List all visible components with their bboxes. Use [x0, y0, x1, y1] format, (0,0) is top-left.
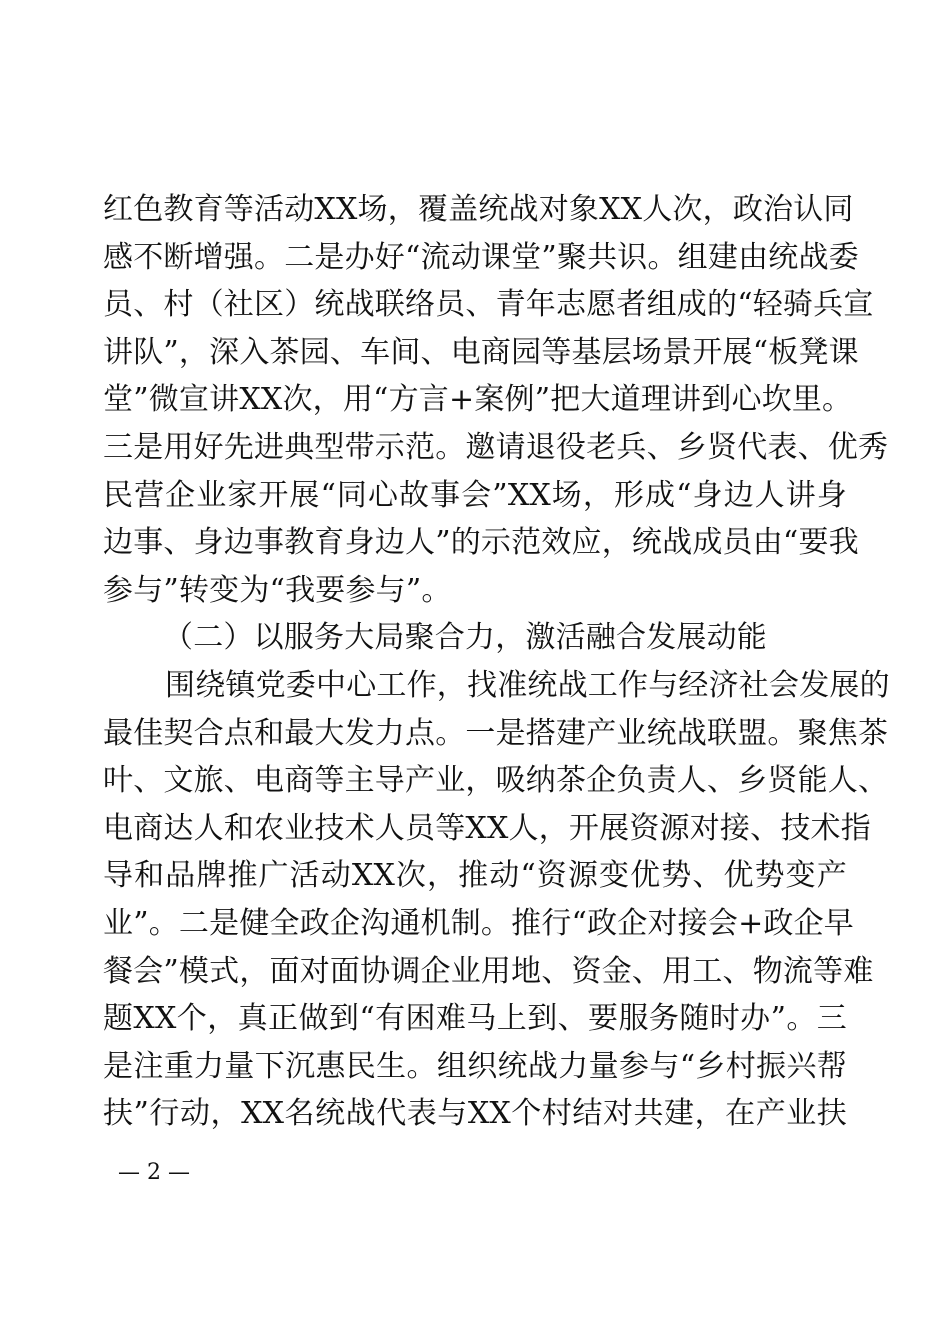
- document-body: [103, 186, 890, 1138]
- paragraph-line: 最佳契合点和最大发力点。一是搭建产业统战联盟。聚焦茶: [103, 715, 889, 751]
- paragraph-line: 讲队”，深入茶园、车间、电商园等基层场景开展“板凳课: [103, 334, 859, 370]
- page-number: — 2 —: [118, 1160, 190, 1185]
- paragraph-line: 堂”微宣讲XX次，用“方言+案例”把大道理讲到心坎里。: [103, 382, 853, 418]
- paragraph-line: 扶”行动，XX名统战代表与XX个村结对共建，在产业扶: [103, 1096, 847, 1132]
- section-heading: （二）以服务大局聚合力，激活融合发展动能: [163, 620, 767, 656]
- paragraph-line: 民营企业家开展“同心故事会”XX场，形成“身边人讲身: [103, 477, 847, 513]
- paragraph-line: 红色教育等活动XX场，覆盖统战对象XX人次，政治认同: [103, 192, 854, 227]
- paragraph-line: 围绕镇党委中心工作，找准统战工作与经济社会发展的: [165, 667, 890, 703]
- paragraph-line: 员、村（社区）统战联络员、青年志愿者组成的“轻骑兵宣: [103, 287, 874, 323]
- paragraph-line: 导和品牌推广活动XX次，推动“资源变优势、优势变产: [103, 858, 847, 894]
- paragraph-line: 是注重力量下沉惠民生。组织统战力量参与“乡村振兴帮: [103, 1048, 847, 1084]
- paragraph-line: 三是用好先进典型带示范。邀请退役老兵、乡贤代表、优秀: [103, 429, 889, 465]
- paragraph-line: 电商达人和农业技术人员等XX人，开展资源对接、技术指: [103, 810, 871, 846]
- paragraph-line: 参与”转变为“我要参与”。: [103, 572, 452, 608]
- paragraph-line: 感不断增强。二是办好“流动课堂”聚共识。组建由统战委: [103, 239, 859, 275]
- paragraph-line: 边事、身边事教育身边人”的示范效应，统战成员由“要我: [103, 525, 859, 561]
- paragraph-line: 叶、文旅、电商等主导产业，吸纳茶企负责人、乡贤能人、: [103, 763, 889, 799]
- paragraph-line: 餐会”模式，面对面协调企业用地、资金、用工、物流等难: [103, 953, 874, 989]
- paragraph-line: 题XX个，真正做到“有困难马上到、要服务随时办”。三: [103, 1001, 847, 1037]
- paragraph-line: 业”。二是健全政企沟通机制。推行“政企对接会+政企早: [103, 905, 855, 941]
